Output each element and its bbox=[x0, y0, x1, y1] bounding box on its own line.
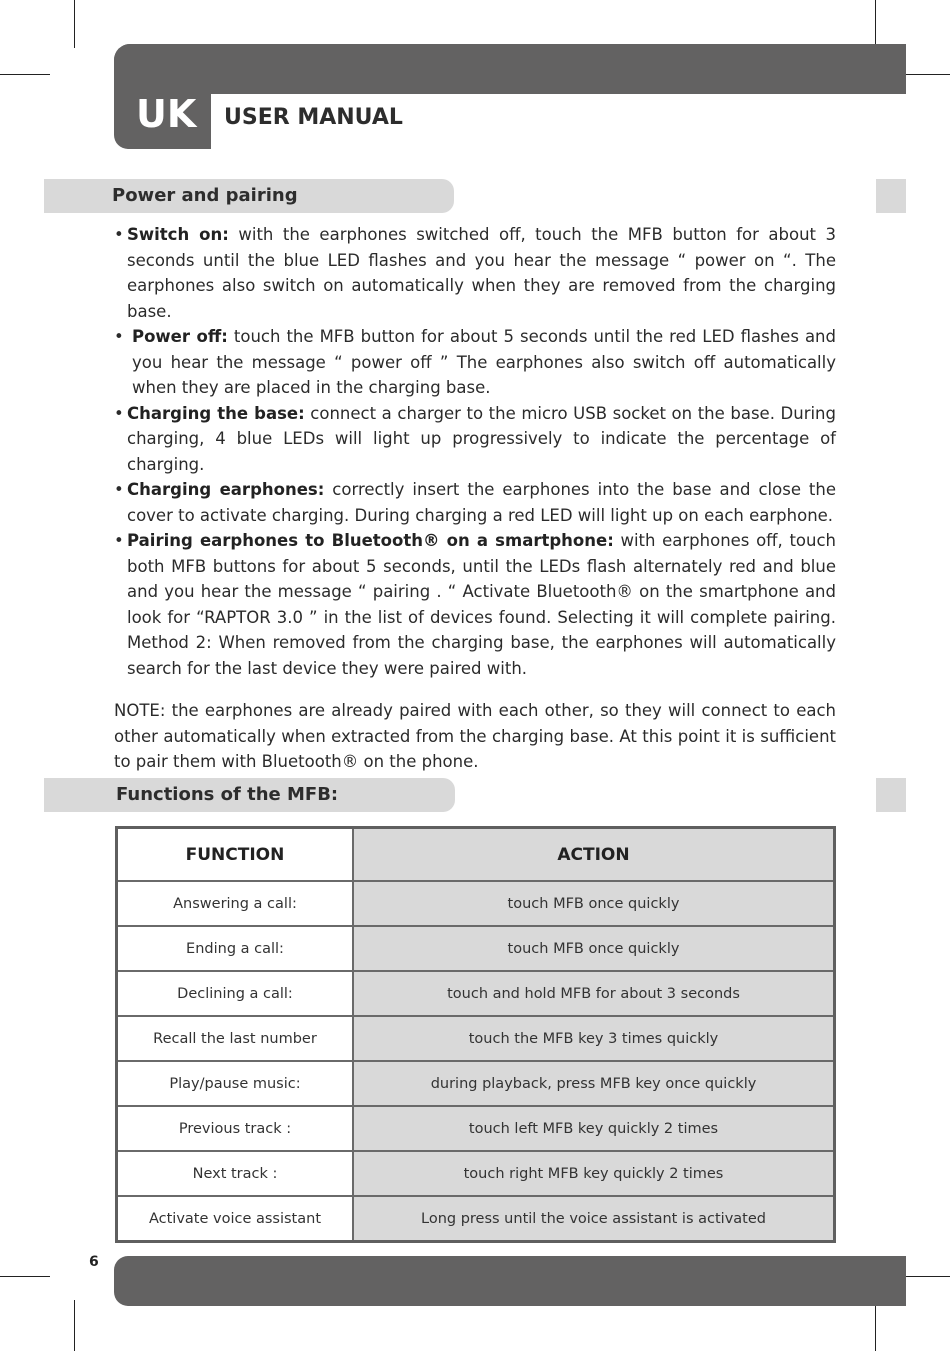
function-cell: Ending a call: bbox=[117, 926, 354, 971]
column-header-action: ACTION bbox=[353, 828, 835, 882]
function-cell: Answering a call: bbox=[117, 881, 354, 926]
list-item bbox=[114, 477, 836, 528]
crop-mark bbox=[875, 1300, 876, 1351]
item-label: Power off: bbox=[132, 327, 228, 346]
section-title-power-pairing: Power and pairing bbox=[112, 185, 298, 206]
side-tab-block bbox=[876, 778, 906, 812]
bullet: • bbox=[114, 327, 124, 346]
language-code: UK bbox=[136, 92, 197, 136]
crop-mark bbox=[74, 1300, 75, 1351]
action-cell: touch and hold MFB for about 3 seconds bbox=[353, 971, 835, 1016]
list-item bbox=[114, 222, 836, 324]
item-text: with earphones off, touch both MFB buttons for about 5 seconds, until the LEDs flash alternately red and blue and you hear the message “ pairing . “ Activate Bluetooth® on the smartphone and look for “RAPTOR 3.0 ” in the list of devices found. Selecting it will complete pairing. Method 2: When removed from the charging base, the earphones will automatically search for the last device they were paired with. bbox=[127, 531, 836, 678]
action-cell: touch left MFB key quickly 2 times bbox=[353, 1106, 835, 1151]
action-cell: touch right MFB key quickly 2 times bbox=[353, 1151, 835, 1196]
note-label: NOTE: bbox=[114, 701, 166, 720]
function-cell: Recall the last number bbox=[117, 1016, 354, 1061]
instruction-list bbox=[114, 222, 836, 681]
item-text: connect a charger to the micro USB socket on the base. During charging, 4 blue LEDs will light up progressively to indicate the percentage of charging. bbox=[127, 403, 836, 474]
table-row bbox=[117, 1016, 835, 1061]
action-cell: during playback, press MFB key once quickly bbox=[353, 1061, 835, 1106]
table-row bbox=[117, 1196, 835, 1242]
action-cell: touch the MFB key 3 times quickly bbox=[353, 1016, 835, 1061]
crop-mark bbox=[875, 0, 876, 48]
table-row bbox=[117, 971, 835, 1016]
item-label: Charging the base: bbox=[127, 403, 305, 423]
list-item bbox=[114, 324, 836, 401]
crop-mark bbox=[0, 1276, 50, 1277]
note-text: the earphones are already paired with each other, so they will connect to each other automatically when extracted from the charging base. At this point it is sufficient to pair them with Bluetooth® on the phone. bbox=[114, 701, 836, 771]
table-row bbox=[117, 1151, 835, 1196]
function-cell: Activate voice assistant bbox=[117, 1196, 354, 1242]
function-cell: Play/pause music: bbox=[117, 1061, 354, 1106]
page-number: 6 bbox=[89, 1254, 99, 1270]
footer-bar bbox=[114, 1256, 906, 1306]
item-label: Switch on: bbox=[127, 225, 229, 244]
item-text: correctly insert the earphones into the base and close the cover to activate charging. During charging a red LED will light up on each earphone. bbox=[127, 480, 837, 525]
function-cell: Next track : bbox=[117, 1151, 354, 1196]
action-cell: Long press until the voice assistant is activated bbox=[353, 1196, 835, 1242]
item-text: with the earphones switched off, touch the MFB button for about 3 seconds until the blue LED flashes and you hear the message “ power on “. The earphones also switch on automatically when they are removed from the charging base. bbox=[127, 225, 837, 321]
action-cell: touch MFB once quickly bbox=[353, 926, 835, 971]
table-row bbox=[117, 1106, 835, 1151]
table-row bbox=[117, 926, 835, 971]
crop-mark bbox=[74, 0, 75, 48]
function-cell: Previous track : bbox=[117, 1106, 354, 1151]
bullet: • bbox=[114, 225, 124, 244]
table-header-row bbox=[117, 828, 835, 882]
action-cell: touch MFB once quickly bbox=[353, 881, 835, 926]
column-header-function: FUNCTION bbox=[117, 828, 354, 882]
list-item bbox=[114, 528, 836, 681]
function-cell: Declining a call: bbox=[117, 971, 354, 1016]
section-title-mfb-functions: Functions of the MFB: bbox=[116, 784, 339, 805]
bullet: • bbox=[114, 480, 124, 499]
item-text: touch the MFB button for about 5 seconds until the red LED flashes and you hear the message “ power off ” The earphones also switch off automatically when they are placed in the charging base. bbox=[132, 327, 836, 397]
header-bar bbox=[114, 44, 906, 94]
crop-mark bbox=[0, 74, 50, 75]
page-title: USER MANUAL bbox=[224, 105, 403, 130]
crop-mark bbox=[900, 1276, 950, 1277]
table-row bbox=[117, 881, 835, 926]
list-item bbox=[114, 401, 836, 478]
item-label: Pairing earphones to Bluetooth® on a smartphone: bbox=[127, 531, 614, 550]
bullet: • bbox=[114, 531, 124, 550]
power-pairing-content bbox=[114, 222, 836, 775]
crop-mark bbox=[900, 74, 950, 75]
table-row bbox=[117, 1061, 835, 1106]
item-label: Charging earphones: bbox=[127, 480, 325, 499]
note-paragraph bbox=[114, 698, 836, 775]
bullet: • bbox=[114, 403, 124, 423]
side-tab-block bbox=[876, 179, 906, 213]
mfb-functions-table bbox=[115, 826, 836, 1243]
